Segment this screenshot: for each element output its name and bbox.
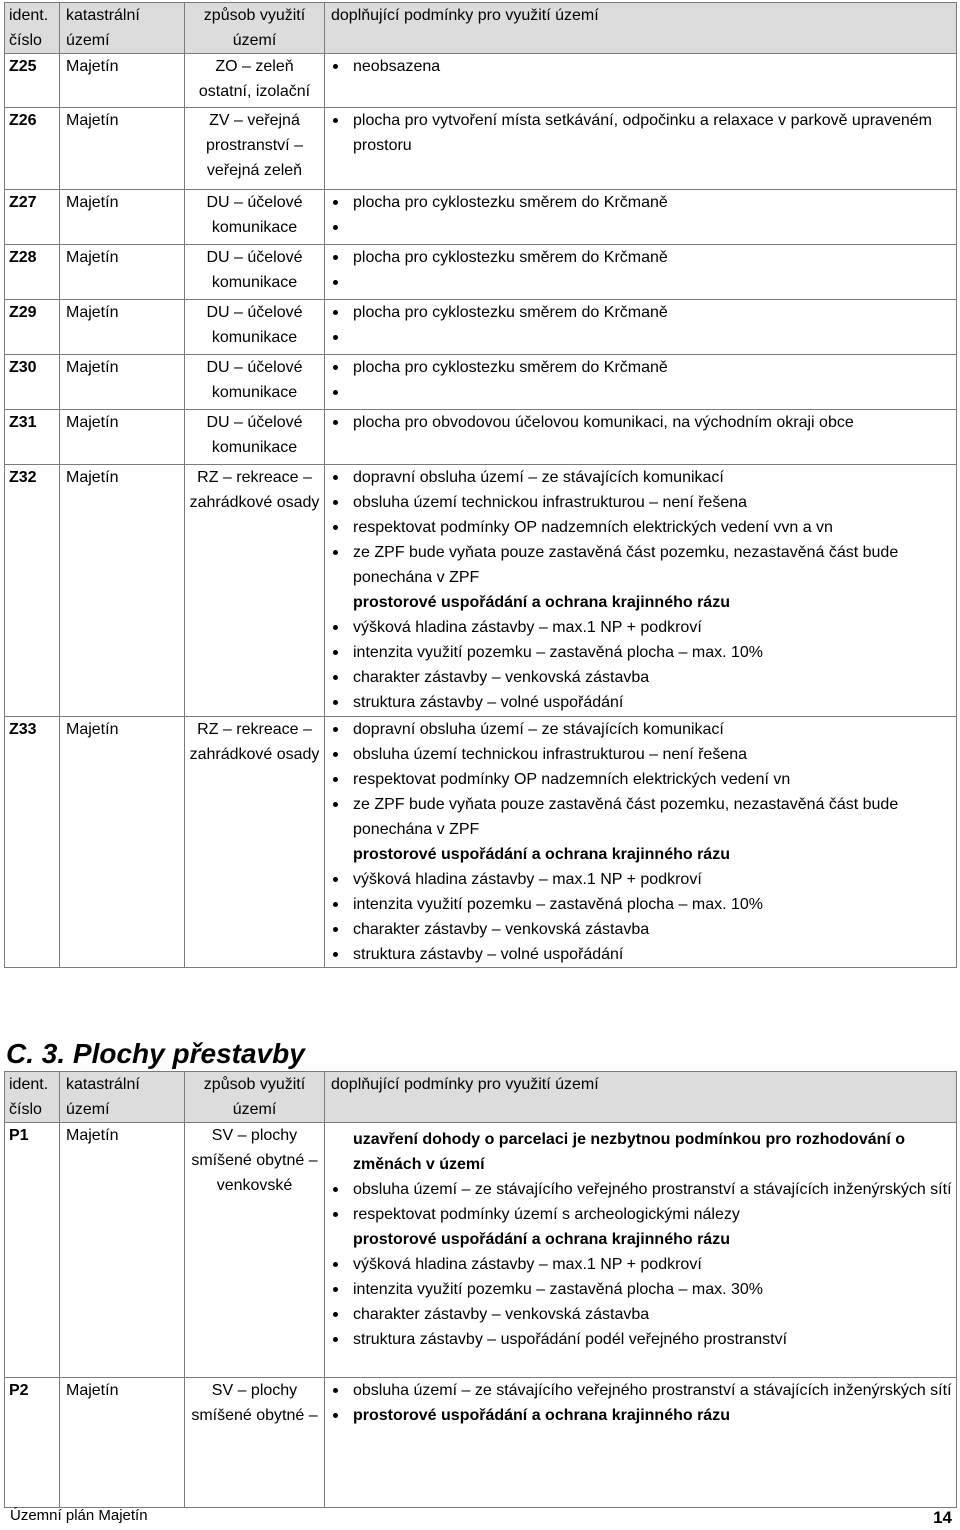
- row-cadastral: Majetín: [60, 190, 185, 245]
- row-cadastral: Majetín: [60, 410, 185, 465]
- condition-item: výšková hladina zástavby – max.1 NP + podkroví: [331, 867, 952, 892]
- row-use: RZ – rekreace – zahrádkové osady: [185, 465, 325, 717]
- row-ident: Z26: [5, 108, 60, 190]
- table-row: [5, 245, 957, 300]
- row-ident: Z30: [5, 355, 60, 410]
- footer-document-title: Územní plán Majetín: [10, 1507, 148, 1524]
- header-cadastral: katastrální území: [60, 1072, 185, 1123]
- condition-item: respektovat podmínky OP nadzemních elektrických vedení vvn a vn: [331, 515, 952, 540]
- row-use: DU – účelové komunikace: [185, 300, 325, 355]
- table-row: [5, 1123, 957, 1378]
- condition-item: plocha pro obvodovou účelovou komunikaci, na východním okraji obce: [331, 410, 952, 435]
- zone-table-z: [4, 2, 957, 968]
- condition-item: respektovat podmínky území s archeologickými nálezy: [331, 1202, 952, 1227]
- row-use: DU – účelové komunikace: [185, 355, 325, 410]
- row-conditions: [325, 245, 957, 300]
- condition-item: výšková hladina zástavby – max.1 NP + podkroví: [331, 615, 952, 640]
- condition-item: prostorové uspořádání a ochrana krajinného rázu: [353, 846, 730, 863]
- row-cadastral: Majetín: [60, 1123, 185, 1378]
- row-cadastral: Majetín: [60, 717, 185, 968]
- row-ident: Z27: [5, 190, 60, 245]
- condition-item: ze ZPF bude vyňata pouze zastavěná část pozemku, nezastavěná část bude ponechána v ZPF: [331, 540, 952, 590]
- row-cadastral: Majetín: [60, 108, 185, 190]
- row-ident: Z29: [5, 300, 60, 355]
- condition-item: plocha pro cyklostezku směrem do Krčmaně: [331, 245, 952, 270]
- condition-item: obsluha území technickou infrastrukturou – není řešena: [331, 742, 952, 767]
- conditions-list: [331, 54, 952, 79]
- conditions-list: [331, 108, 952, 158]
- condition-item: intenzita využití pozemku – zastavěná plocha – max. 30%: [331, 1277, 952, 1302]
- row-ident: Z28: [5, 245, 60, 300]
- conditions-list: [331, 355, 952, 405]
- conditions-list: [331, 465, 952, 715]
- empty-bullet: [331, 215, 952, 240]
- table-row: [5, 108, 957, 190]
- empty-bullet: [331, 380, 952, 405]
- row-conditions: [325, 1378, 957, 1508]
- condition-item: plocha pro cyklostezku směrem do Krčmaně: [331, 300, 952, 325]
- row-use: SV – plochy smíšené obytné –: [185, 1378, 325, 1508]
- condition-item: neobsazena: [331, 54, 952, 79]
- condition-item: plocha pro cyklostezku směrem do Krčmaně: [331, 190, 952, 215]
- empty-bullet: [331, 325, 952, 350]
- row-ident: Z32: [5, 465, 60, 717]
- row-conditions: [325, 717, 957, 968]
- header-use: způsob využití území: [185, 1072, 325, 1123]
- condition-item: plocha pro cyklostezku směrem do Krčmaně: [331, 355, 952, 380]
- condition-item: intenzita využití pozemku – zastavěná plocha – max. 10%: [331, 892, 952, 917]
- table-row: [5, 300, 957, 355]
- row-use: RZ – rekreace – zahrádkové osady: [185, 717, 325, 968]
- header-row: [5, 1072, 957, 1123]
- condition-item: prostorové uspořádání a ochrana krajinného rázu: [353, 1231, 730, 1248]
- row-use: DU – účelové komunikace: [185, 245, 325, 300]
- row-conditions: [325, 355, 957, 410]
- condition-item: respektovat podmínky OP nadzemních elektrických vedení vn: [331, 767, 952, 792]
- condition-item: struktura zástavby – uspořádání podél veřejného prostranství: [331, 1327, 952, 1352]
- row-conditions: [325, 300, 957, 355]
- condition-item: charakter zástavby – venkovská zástavba: [331, 665, 952, 690]
- header-conditions: doplňující podmínky pro využití území: [325, 1072, 957, 1123]
- conditions-list: [331, 410, 952, 435]
- row-use: DU – účelové komunikace: [185, 410, 325, 465]
- table-row: [5, 355, 957, 410]
- condition-item: uzavření dohody o parcelaci je nezbytnou podmínkou pro rozhodování o změnách v území: [353, 1131, 906, 1173]
- row-cadastral: Majetín: [60, 245, 185, 300]
- header-conditions: doplňující podmínky pro využití území: [325, 3, 957, 54]
- row-conditions: [325, 465, 957, 717]
- conditions-list: [331, 245, 952, 295]
- condition-item: výšková hladina zástavby – max.1 NP + podkroví: [331, 1252, 952, 1277]
- row-conditions: [325, 108, 957, 190]
- row-cadastral: Majetín: [60, 300, 185, 355]
- conditions-list: [331, 300, 952, 350]
- row-ident: Z25: [5, 54, 60, 108]
- header-ident: ident. číslo: [5, 3, 60, 54]
- condition-item: obsluha území – ze stávajícího veřejného prostranství a stávajících inženýrských sítí: [331, 1177, 952, 1202]
- header-ident: ident. číslo: [5, 1072, 60, 1123]
- condition-item: obsluha území technickou infrastrukturou – není řešena: [331, 490, 952, 515]
- conditions-list: [331, 1378, 952, 1428]
- row-conditions: [325, 1123, 957, 1378]
- condition-item: obsluha území – ze stávajícího veřejného prostranství a stávajících inženýrských sítí: [331, 1378, 952, 1403]
- row-use: ZO – zeleň ostatní, izolační: [185, 54, 325, 108]
- row-use: ZV – veřejná prostranství – veřejná zeleň: [185, 108, 325, 190]
- conditions-list: [331, 190, 952, 240]
- row-ident: P2: [5, 1378, 60, 1508]
- header-cadastral: katastrální území: [60, 3, 185, 54]
- condition-item: prostorové uspořádání a ochrana krajinného rázu: [353, 594, 730, 611]
- condition-item: intenzita využití pozemku – zastavěná plocha – max. 10%: [331, 640, 952, 665]
- row-conditions: [325, 54, 957, 108]
- table-row: [5, 465, 957, 717]
- condition-item: struktura zástavby – volné uspořádání: [331, 942, 952, 967]
- row-conditions: [325, 190, 957, 245]
- row-cadastral: Majetín: [60, 355, 185, 410]
- condition-item: ze ZPF bude vyňata pouze zastavěná část pozemku, nezastavěná část bude ponechána v ZPF: [331, 792, 952, 842]
- condition-item: plocha pro vytvoření místa setkávání, odpočinku a relaxace v parkově upraveném prostoru: [331, 108, 952, 158]
- empty-bullet: [331, 270, 952, 295]
- condition-item: dopravní obsluha území – ze stávajících komunikací: [331, 717, 952, 742]
- table-row: [5, 54, 957, 108]
- row-use: DU – účelové komunikace: [185, 190, 325, 245]
- header-use: způsob využití území: [185, 3, 325, 54]
- condition-item: charakter zástavby – venkovská zástavba: [331, 917, 952, 942]
- row-cadastral: Majetín: [60, 465, 185, 717]
- table-row: [5, 717, 957, 968]
- condition-item: charakter zástavby – venkovská zástavba: [331, 1302, 952, 1327]
- row-ident: Z33: [5, 717, 60, 968]
- header-row: [5, 3, 957, 54]
- row-cadastral: Majetín: [60, 54, 185, 108]
- condition-item: struktura zástavby – volné uspořádání: [331, 690, 952, 715]
- table-row: [5, 410, 957, 465]
- row-cadastral: Majetín: [60, 1378, 185, 1508]
- table-row: [5, 190, 957, 245]
- footer-page-number: 14: [933, 1508, 952, 1527]
- table-row: [5, 1378, 957, 1508]
- zone-table-p: [4, 1071, 957, 1508]
- row-ident: Z31: [5, 410, 60, 465]
- row-ident: P1: [5, 1123, 60, 1378]
- section-title: C. 3. Plochy přestavby: [6, 1038, 305, 1069]
- condition-item: dopravní obsluha území – ze stávajících komunikací: [331, 465, 952, 490]
- conditions-list: [331, 1123, 952, 1352]
- row-use: SV – plochy smíšené obytné – venkovské: [185, 1123, 325, 1378]
- row-conditions: [325, 410, 957, 465]
- condition-item: prostorové uspořádání a ochrana krajinného rázu: [331, 1403, 952, 1428]
- conditions-list: [331, 717, 952, 967]
